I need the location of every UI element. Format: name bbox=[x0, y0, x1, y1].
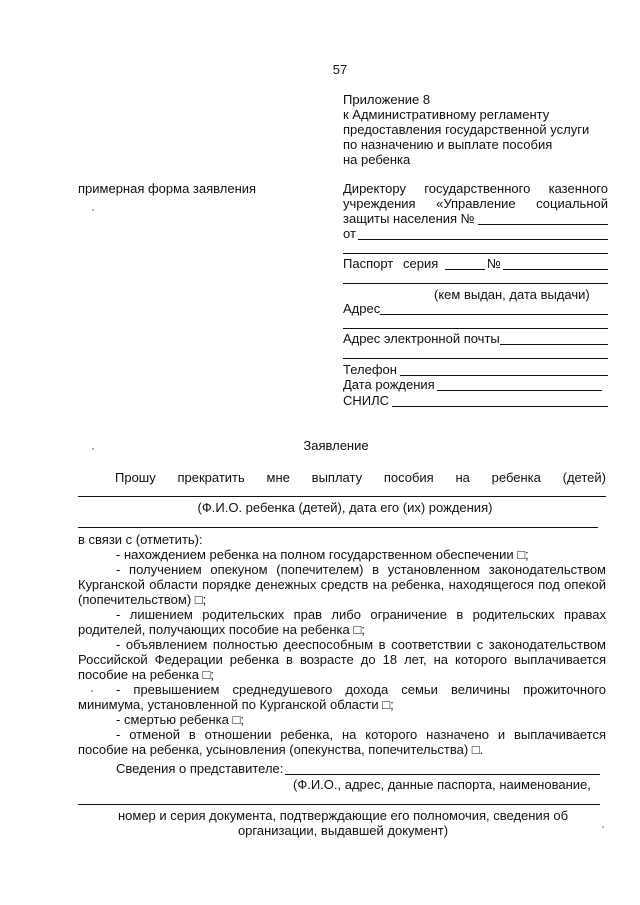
director-line-1: Директору государственного казенного bbox=[343, 181, 608, 196]
issued-hint: (кем выдан, дата выдачи) bbox=[434, 287, 590, 302]
reason-intro: в связи с (отметить): bbox=[78, 532, 203, 547]
child-name-field-extra[interactable] bbox=[78, 527, 598, 528]
scan-speck bbox=[92, 209, 94, 211]
reason-item[interactable]: - лишением родительских прав либо ограничение в родительских правах родителей, получающих пособие на ребенка □; bbox=[78, 607, 606, 637]
appendix-line: по назначению и выплате пособия bbox=[343, 137, 553, 152]
appendix-line: на ребенка bbox=[343, 152, 411, 167]
scan-speck bbox=[92, 448, 94, 450]
reasons-block bbox=[78, 532, 606, 757]
phone-label: Телефон bbox=[343, 362, 397, 377]
request-word: прекратить bbox=[177, 470, 245, 485]
from-field[interactable] bbox=[358, 239, 608, 240]
representative-field[interactable] bbox=[285, 774, 600, 775]
email-field[interactable] bbox=[500, 344, 608, 345]
request-word: мне bbox=[266, 470, 290, 485]
email-field-extra[interactable] bbox=[343, 358, 608, 359]
representative-hint-1: (Ф.И.О., адрес, данные паспорта, наименование, bbox=[293, 777, 591, 792]
director-line-2: учреждения «Управление социальной bbox=[343, 196, 608, 211]
department-number-field[interactable] bbox=[478, 224, 608, 225]
representative-hint-2: номер и серия документа, подтверждающие его полномочия, сведения об организации, выдавшей документ) bbox=[117, 808, 569, 838]
appendix-header bbox=[343, 92, 613, 167]
director-line-3: защиты населения № bbox=[343, 211, 475, 226]
passport-label: Паспорт bbox=[343, 256, 394, 271]
page-number: 57 bbox=[332, 62, 348, 77]
appendix-line: Приложение 8 bbox=[343, 92, 431, 107]
request-word: Прошу bbox=[115, 470, 156, 485]
request-word: (детей) bbox=[562, 470, 606, 485]
reason-item[interactable]: - нахождением ребенка на полном государственном обеспечении □; bbox=[116, 547, 529, 562]
passport-series-field[interactable] bbox=[445, 269, 485, 270]
number-label: № bbox=[487, 256, 501, 271]
appendix-line: к Административному регламенту bbox=[343, 107, 550, 122]
reason-item[interactable]: - получением опекуном (попечителем) в установленном законодательством Курганской области порядке денежных средств на ребенка, находящегося под опекой (попечительством) □; bbox=[78, 562, 606, 607]
request-word: пособия bbox=[383, 470, 434, 485]
scan-speck bbox=[91, 690, 93, 692]
request-word: ребенка bbox=[491, 470, 541, 485]
address-field[interactable] bbox=[380, 314, 608, 315]
request-word: на bbox=[455, 470, 470, 485]
reason-item[interactable]: - отменой в отношении ребенка, на которого назначено и выплачивается пособие на ребенка, усыновления (опекунства, попечительства) □. bbox=[78, 727, 606, 757]
from-label: от bbox=[343, 226, 356, 241]
passport-issued-field[interactable] bbox=[343, 283, 608, 284]
reason-item[interactable]: - превышением среднедушевого дохода семьи величины прожиточного минимума, установленной по Курганской области □; bbox=[78, 682, 606, 712]
reason-item[interactable]: - смертью ребенка □; bbox=[116, 712, 244, 727]
request-word: выплату bbox=[311, 470, 363, 485]
address-label: Адрес bbox=[343, 301, 381, 316]
series-label: серия bbox=[403, 256, 439, 271]
passport-number-field[interactable] bbox=[503, 269, 608, 270]
phone-field[interactable] bbox=[400, 375, 608, 376]
reason-item[interactable]: - объявлением полностью дееспособным в соответствии с законодательством Российской Федерации ребенка в возрасте до 18 лет, на которого выплачивается пособие на ребенка □; bbox=[78, 637, 606, 682]
appendix-line: предоставления государственной услуги bbox=[343, 122, 590, 137]
snils-label: СНИЛС bbox=[343, 393, 390, 408]
representative-field-extra[interactable] bbox=[78, 804, 600, 805]
child-hint: (Ф.И.О. ребенка (детей), дата его (их) рождения) bbox=[197, 500, 493, 515]
statement-title: Заявление bbox=[303, 438, 369, 453]
representative-label: Сведения о представителе: bbox=[116, 761, 284, 776]
birth-date-field[interactable] bbox=[437, 390, 602, 391]
from-field-extra[interactable] bbox=[343, 253, 608, 254]
email-label: Адрес электронной почты bbox=[343, 331, 500, 346]
snils-field[interactable] bbox=[392, 406, 608, 407]
form-label: примерная форма заявления bbox=[78, 181, 257, 196]
birth-date-label: Дата рождения bbox=[343, 377, 435, 392]
scan-speck bbox=[602, 826, 604, 828]
request-line bbox=[115, 470, 606, 485]
address-field-extra[interactable] bbox=[343, 328, 608, 329]
child-name-field[interactable] bbox=[78, 496, 606, 497]
